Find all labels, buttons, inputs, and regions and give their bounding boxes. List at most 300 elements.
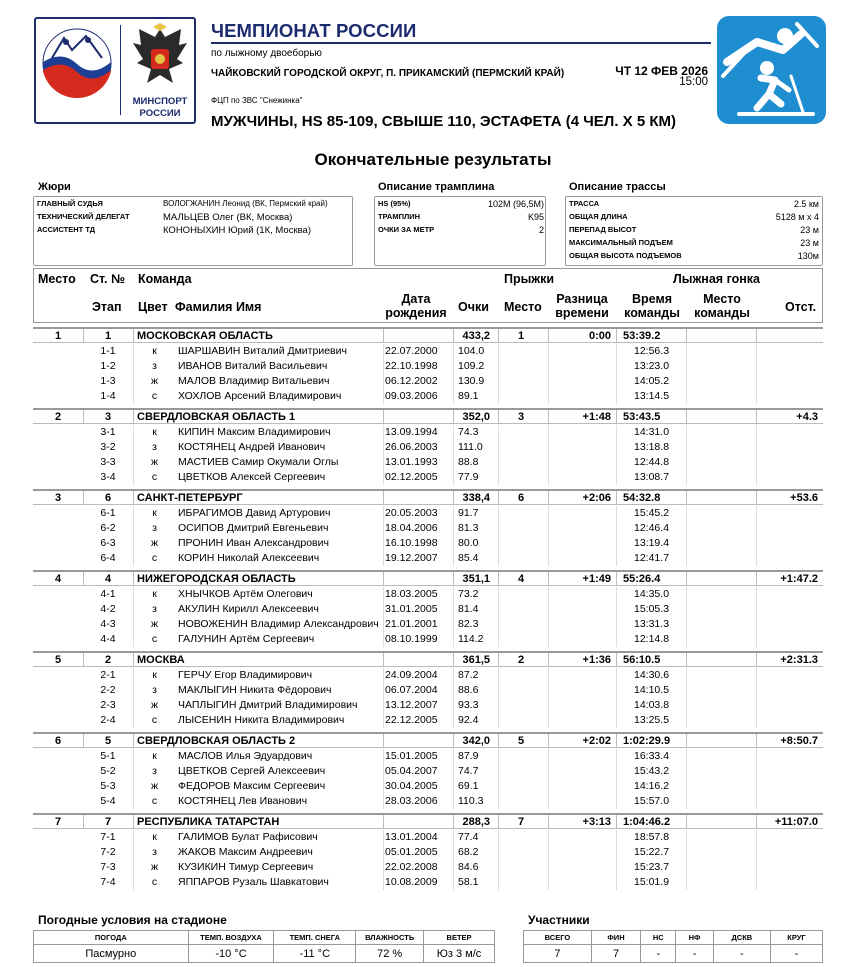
participants-col-total: ВСЕГО — [524, 931, 592, 945]
athlete-dob: 31.01.2005 — [385, 603, 438, 615]
athlete-dob: 22.10.1998 — [385, 360, 438, 372]
column-divider — [756, 506, 757, 521]
column-divider — [133, 845, 134, 860]
hill-heading: Описание трамплина — [378, 181, 495, 193]
athlete-name: ПРОНИН Иван Александрович — [178, 537, 329, 549]
athlete-dob: 18.03.2005 — [385, 588, 438, 600]
athlete-ski-time: 15:43.2 — [634, 765, 670, 777]
column-divider — [133, 653, 134, 667]
column-divider — [616, 572, 617, 586]
athlete-jump-points: 81.3 — [458, 522, 479, 534]
column-divider — [548, 506, 549, 521]
athlete-name: МАЛОВ Владимир Витальевич — [178, 375, 330, 387]
athlete-row — [33, 506, 823, 521]
column-divider — [756, 374, 757, 389]
column-divider — [616, 749, 617, 764]
column-divider — [133, 713, 134, 728]
column-divider — [548, 713, 549, 728]
column-divider — [133, 440, 134, 455]
athlete-leg: 1-3 — [100, 375, 116, 387]
weather-humidity: 72 % — [356, 945, 424, 963]
athlete-leg: 6-1 — [100, 507, 116, 519]
team-name: МОСКВА — [137, 654, 185, 666]
team-name: МОСКОВСКАЯ ОБЛАСТЬ — [137, 330, 273, 342]
athlete-jump-points: 87.9 — [458, 750, 479, 762]
column-divider — [453, 425, 454, 440]
athlete-row — [33, 764, 823, 779]
athlete-row — [33, 683, 823, 698]
athlete-color: з — [152, 684, 157, 696]
column-divider — [498, 410, 499, 424]
participants-col-dsq: ДСКВ — [713, 931, 770, 945]
minsport-logo-text — [122, 96, 198, 120]
team-jump-place: 5 — [517, 735, 525, 747]
column-divider — [453, 779, 454, 794]
column-divider — [616, 359, 617, 374]
athlete-row — [33, 440, 823, 455]
column-divider — [756, 683, 757, 698]
column-divider — [616, 794, 617, 809]
column-divider — [756, 875, 757, 890]
team-row — [33, 732, 823, 748]
athlete-row — [33, 713, 823, 728]
athlete-color: ж — [150, 618, 159, 630]
athlete-row — [33, 389, 823, 404]
column-divider — [756, 845, 757, 860]
column-divider — [756, 602, 757, 617]
hill-label: ОЧКИ ЗА МЕТР — [378, 225, 435, 234]
hill-value: K95 — [527, 212, 544, 222]
athlete-color: к — [152, 831, 157, 843]
team-time: 55:26.4 — [623, 573, 661, 585]
column-divider — [133, 455, 134, 470]
column-divider — [453, 875, 454, 890]
column-divider — [498, 698, 499, 713]
column-divider — [616, 536, 617, 551]
column-divider — [548, 440, 549, 455]
column-divider — [548, 749, 549, 764]
athlete-row — [33, 551, 823, 566]
weather-wind: Юз 3 м/с — [424, 945, 495, 963]
column-divider — [756, 764, 757, 779]
logo-text-line1: МИНСПОРТ — [132, 96, 188, 107]
athlete-name: КОСТЯНЕЦ Андрей Иванович — [178, 441, 326, 453]
athlete-ski-time: 14:35.0 — [634, 588, 670, 600]
col-start-no: Ст. № — [90, 272, 125, 286]
athlete-name: ЛЫСЕНИН Никита Владимирович — [178, 714, 345, 726]
athlete-ski-time: 13:08.7 — [634, 471, 670, 483]
athlete-jump-points: 88.8 — [458, 456, 479, 468]
column-divider — [453, 632, 454, 647]
title-underline — [211, 42, 711, 44]
athlete-row — [33, 617, 823, 632]
athlete-color: с — [151, 876, 158, 888]
col-time-diff — [550, 292, 614, 320]
column-divider — [498, 425, 499, 440]
column-divider — [498, 455, 499, 470]
athlete-jump-points: 68.2 — [458, 846, 479, 858]
column-divider — [616, 440, 617, 455]
column-divider — [498, 734, 499, 748]
athlete-leg: 5-4 — [100, 795, 116, 807]
column-divider — [498, 779, 499, 794]
col-team-time — [620, 292, 684, 320]
column-divider — [453, 359, 454, 374]
column-divider — [616, 470, 617, 485]
column-divider — [133, 668, 134, 683]
athlete-ski-time: 12:41.7 — [634, 552, 670, 564]
athlete-jump-points: 73.2 — [458, 588, 479, 600]
column-divider — [453, 713, 454, 728]
athlete-jump-points: 104.0 — [458, 345, 485, 357]
column-divider — [548, 389, 549, 404]
column-divider — [133, 521, 134, 536]
athlete-leg: 5-3 — [100, 780, 116, 792]
athlete-leg: 5-2 — [100, 765, 116, 777]
course-label: ПЕРЕПАД ВЫСОТ — [569, 225, 637, 234]
athlete-row — [33, 374, 823, 389]
column-divider — [498, 536, 499, 551]
athlete-leg: 3-1 — [100, 426, 116, 438]
column-divider — [616, 830, 617, 845]
course-value: 23 м — [800, 238, 819, 248]
column-divider — [756, 470, 757, 485]
athlete-jump-points: 88.6 — [458, 684, 479, 696]
column-divider — [756, 425, 757, 440]
column-divider — [756, 551, 757, 566]
athlete-dob: 05.01.2005 — [385, 846, 438, 858]
athlete-dob: 16.10.1998 — [385, 537, 438, 549]
team-jump-place: 1 — [517, 330, 525, 342]
col-dob-line2: рождения — [385, 306, 447, 320]
athlete-dob: 22.12.2005 — [385, 714, 438, 726]
column-divider — [498, 764, 499, 779]
course-box — [565, 196, 823, 266]
column-divider — [548, 551, 549, 566]
column-divider — [453, 470, 454, 485]
column-divider — [453, 374, 454, 389]
team-jump-points: 361,5 — [462, 654, 490, 666]
athlete-ski-time: 14:05.2 — [634, 375, 670, 387]
athlete-dob: 22.07.2000 — [385, 345, 438, 357]
column-divider — [453, 506, 454, 521]
team-row — [33, 651, 823, 667]
column-divider — [616, 587, 617, 602]
column-divider — [453, 698, 454, 713]
column-divider — [756, 794, 757, 809]
team-time: 56:10.5 — [623, 654, 661, 666]
athlete-color: с — [151, 633, 158, 645]
weather-col-humidity: ВЛАЖНОСТЬ — [356, 931, 424, 945]
column-divider — [756, 587, 757, 602]
column-divider — [453, 794, 454, 809]
team-name: САНКТ-ПЕТЕРБУРГ — [137, 492, 243, 504]
column-divider — [616, 410, 617, 424]
athlete-leg: 7-1 — [100, 831, 116, 843]
team-jump-points: 351,1 — [462, 573, 490, 585]
participants-lap: - — [770, 945, 822, 963]
col-ski-group: Лыжная гонка — [673, 272, 761, 286]
column-divider — [498, 713, 499, 728]
athlete-row — [33, 359, 823, 374]
column-divider — [133, 860, 134, 875]
championship-title: ЧЕМПИОНАТ РОССИИ — [211, 20, 417, 41]
column-divider — [756, 860, 757, 875]
column-divider — [133, 632, 134, 647]
jury-box — [33, 196, 353, 266]
athlete-dob: 15.01.2005 — [385, 750, 438, 762]
athlete-dob: 26.06.2003 — [385, 441, 438, 453]
athlete-name: ОСИПОВ Дмитрий Евгеньевич — [178, 522, 329, 534]
column-divider — [453, 455, 454, 470]
jury-person: КОНОНЫХИН Юрий (1К, Москва) — [163, 225, 311, 236]
team-time-diff: +3:13 — [582, 816, 611, 828]
athlete-row — [33, 875, 823, 890]
column-divider — [548, 668, 549, 683]
team-place: 4 — [54, 573, 62, 585]
team-time-diff: +1:48 — [582, 411, 611, 423]
column-divider — [498, 683, 499, 698]
column-divider — [616, 521, 617, 536]
team-start-no: 5 — [104, 735, 112, 747]
course-label: ОБЩАЯ ДЛИНА — [569, 212, 628, 221]
athlete-name: ХНЫЧКОВ Артём Олегович — [178, 588, 313, 600]
athlete-row — [33, 344, 823, 359]
column-divider — [453, 860, 454, 875]
team-name: СВЕРДЛОВСКАЯ ОБЛАСТЬ 1 — [137, 411, 296, 423]
athlete-jump-points: 111.0 — [458, 441, 483, 453]
athlete-jump-points: 109.2 — [458, 360, 485, 372]
column-divider — [453, 617, 454, 632]
athlete-name: ЯППАРОВ Рузаль Шавкатович — [178, 876, 329, 888]
team-place: 3 — [54, 492, 62, 504]
athlete-jump-points: 87.2 — [458, 669, 479, 681]
column-divider — [133, 470, 134, 485]
weather-air-temp: -10 °C — [188, 945, 274, 963]
athlete-jump-points: 85.4 — [458, 552, 479, 564]
column-divider — [548, 521, 549, 536]
athlete-row — [33, 455, 823, 470]
weather-col-snow: ТЕМП. СНЕГА — [274, 931, 356, 945]
athlete-color: к — [152, 345, 157, 357]
col-jumps-group: Прыжки — [504, 272, 555, 286]
athlete-color: с — [151, 552, 158, 564]
team-time: 53:43.5 — [623, 411, 661, 423]
athlete-name: КОРИН Николай Алексеевич — [178, 552, 320, 564]
column-divider — [498, 602, 499, 617]
team-jump-place: 4 — [517, 573, 525, 585]
athlete-name: ГАЛУНИН Артём Сергеевич — [178, 633, 315, 645]
column-divider — [133, 536, 134, 551]
hill-label: HS (95%) — [378, 199, 411, 208]
course-label: ОБЩАЯ ВЫСОТА ПОДЪЕМОВ — [569, 251, 682, 260]
athlete-color: к — [152, 507, 157, 519]
column-divider — [616, 734, 617, 748]
column-divider — [453, 344, 454, 359]
column-divider — [756, 632, 757, 647]
column-divider — [616, 344, 617, 359]
athlete-name: МАКЛЫГИН Никита Фёдорович — [178, 684, 332, 696]
participants-col-dns: НС — [641, 931, 676, 945]
column-divider — [498, 506, 499, 521]
participants-col-dnf: НФ — [676, 931, 713, 945]
jury-person: МАЛЬЦЕВ Олег (ВК, Москва) — [163, 212, 293, 223]
column-divider — [133, 359, 134, 374]
athlete-ski-time: 14:03.8 — [634, 699, 670, 711]
athlete-ski-time: 15:57.0 — [634, 795, 670, 807]
team-place: 7 — [54, 816, 62, 828]
participants-dns: - — [641, 945, 676, 963]
column-divider — [756, 440, 757, 455]
team-place: 6 — [54, 735, 62, 747]
col-jump-place: Место — [504, 300, 542, 314]
col-ski-place-line1: Место — [703, 292, 741, 306]
column-divider — [616, 551, 617, 566]
athlete-dob: 13.01.1993 — [385, 456, 438, 468]
athlete-row — [33, 794, 823, 809]
event-name: МУЖЧИНЫ, HS 85-109, СВЫШЕ 110, ЭСТАФЕТА (4 ЧЕЛ. Х 5 КМ) — [211, 113, 676, 130]
team-behind — [753, 330, 818, 343]
athlete-ski-time: 12:14.8 — [634, 633, 670, 645]
athlete-name: КИПИН Максим Владимирович — [178, 426, 331, 438]
athlete-dob: 02.12.2005 — [385, 471, 438, 483]
athlete-ski-time: 18:57.8 — [634, 831, 670, 843]
column-divider — [548, 683, 549, 698]
column-divider — [498, 668, 499, 683]
athlete-ski-time: 13:23.0 — [634, 360, 670, 372]
course-heading: Описание трассы — [569, 181, 666, 193]
col-leg: Этап — [92, 300, 122, 314]
column-divider — [616, 668, 617, 683]
column-divider — [616, 425, 617, 440]
column-divider — [616, 875, 617, 890]
column-divider — [453, 440, 454, 455]
athlete-jump-points: 89.1 — [458, 390, 479, 402]
athlete-dob: 21.01.2001 — [385, 618, 438, 630]
athlete-color: з — [152, 603, 157, 615]
column-divider — [548, 830, 549, 845]
col-name: Фамилия Имя — [175, 300, 262, 314]
athlete-ski-time: 13:14.5 — [634, 390, 670, 402]
column-divider — [133, 830, 134, 845]
athlete-leg: 4-4 — [100, 633, 116, 645]
athlete-dob: 13.09.1994 — [385, 426, 438, 438]
athlete-jump-points: 92.4 — [458, 714, 479, 726]
participants-table — [523, 930, 823, 963]
athlete-row — [33, 632, 823, 647]
athlete-dob: 05.04.2007 — [385, 765, 438, 777]
column-divider — [616, 653, 617, 667]
column-divider — [548, 470, 549, 485]
column-divider — [453, 521, 454, 536]
column-divider — [616, 389, 617, 404]
column-divider — [498, 815, 499, 829]
logo-divider — [120, 25, 121, 115]
column-divider — [498, 389, 499, 404]
team-time: 54:32.8 — [623, 492, 661, 504]
team-row — [33, 570, 823, 586]
column-divider — [498, 845, 499, 860]
hill-value: 102M (96,5M) — [487, 199, 544, 209]
column-divider — [616, 764, 617, 779]
results-table-header — [33, 268, 823, 323]
championship-emblem-icon — [42, 28, 112, 98]
column-divider — [756, 749, 757, 764]
team-behind: +2:31.3 — [780, 654, 818, 666]
document-title: Окончательные результаты — [314, 150, 552, 169]
athlete-dob: 22.02.2008 — [385, 861, 438, 873]
nordic-combined-pictogram — [717, 16, 826, 124]
column-divider — [616, 602, 617, 617]
team-jump-points: 352,0 — [462, 411, 490, 423]
col-diff-line2: времени — [555, 306, 609, 320]
athlete-ski-time: 14:16.2 — [634, 780, 670, 792]
participants-total: 7 — [524, 945, 592, 963]
athlete-row — [33, 749, 823, 764]
column-divider — [548, 794, 549, 809]
participants-col-finished: ФИН — [591, 931, 640, 945]
column-divider — [498, 794, 499, 809]
athlete-jump-points: 130.9 — [458, 375, 485, 387]
athlete-ski-time: 14:31.0 — [634, 426, 670, 438]
athlete-leg: 6-4 — [100, 552, 116, 564]
athlete-ski-time: 16:33.4 — [634, 750, 670, 762]
athlete-leg: 1-1 — [100, 345, 116, 357]
athlete-leg: 1-2 — [100, 360, 116, 372]
team-time-diff: +1:36 — [582, 654, 611, 666]
team-row — [33, 408, 823, 424]
column-divider — [498, 875, 499, 890]
column-divider — [616, 713, 617, 728]
athlete-dob: 28.03.2006 — [385, 795, 438, 807]
col-team: Команда — [138, 272, 192, 286]
athlete-leg: 3-3 — [100, 456, 116, 468]
column-divider — [133, 815, 134, 829]
team-behind: +4.3 — [796, 411, 818, 423]
athlete-dob: 19.12.2007 — [385, 552, 438, 564]
team-behind: +53.6 — [790, 492, 818, 504]
column-divider — [498, 470, 499, 485]
column-divider — [133, 875, 134, 890]
column-divider — [756, 359, 757, 374]
column-divider — [616, 632, 617, 647]
athlete-leg: 6-2 — [100, 522, 116, 534]
athlete-name: ИВАНОВ Виталий Васильевич — [178, 360, 328, 372]
column-divider — [498, 551, 499, 566]
column-divider — [133, 698, 134, 713]
athlete-color: к — [152, 750, 157, 762]
column-divider — [548, 374, 549, 389]
course-label: МАКСИМАЛЬНЫЙ ПОДЪЕМ — [569, 238, 673, 247]
participants-heading: Участники — [528, 913, 590, 927]
column-divider — [498, 440, 499, 455]
athlete-leg: 4-3 — [100, 618, 116, 630]
athlete-leg: 7-4 — [100, 876, 116, 888]
team-behind: +8:50.7 — [780, 735, 818, 747]
athlete-jump-points: 110.3 — [458, 795, 484, 807]
col-dob — [384, 292, 448, 320]
column-divider — [133, 683, 134, 698]
athlete-dob: 13.12.2007 — [385, 699, 438, 711]
column-divider — [133, 410, 134, 424]
athlete-ski-time: 15:01.9 — [634, 876, 670, 888]
column-divider — [548, 860, 549, 875]
column-divider — [453, 389, 454, 404]
column-divider — [498, 329, 499, 343]
column-divider — [756, 344, 757, 359]
team-start-no: 1 — [104, 330, 112, 342]
column-divider — [756, 713, 757, 728]
